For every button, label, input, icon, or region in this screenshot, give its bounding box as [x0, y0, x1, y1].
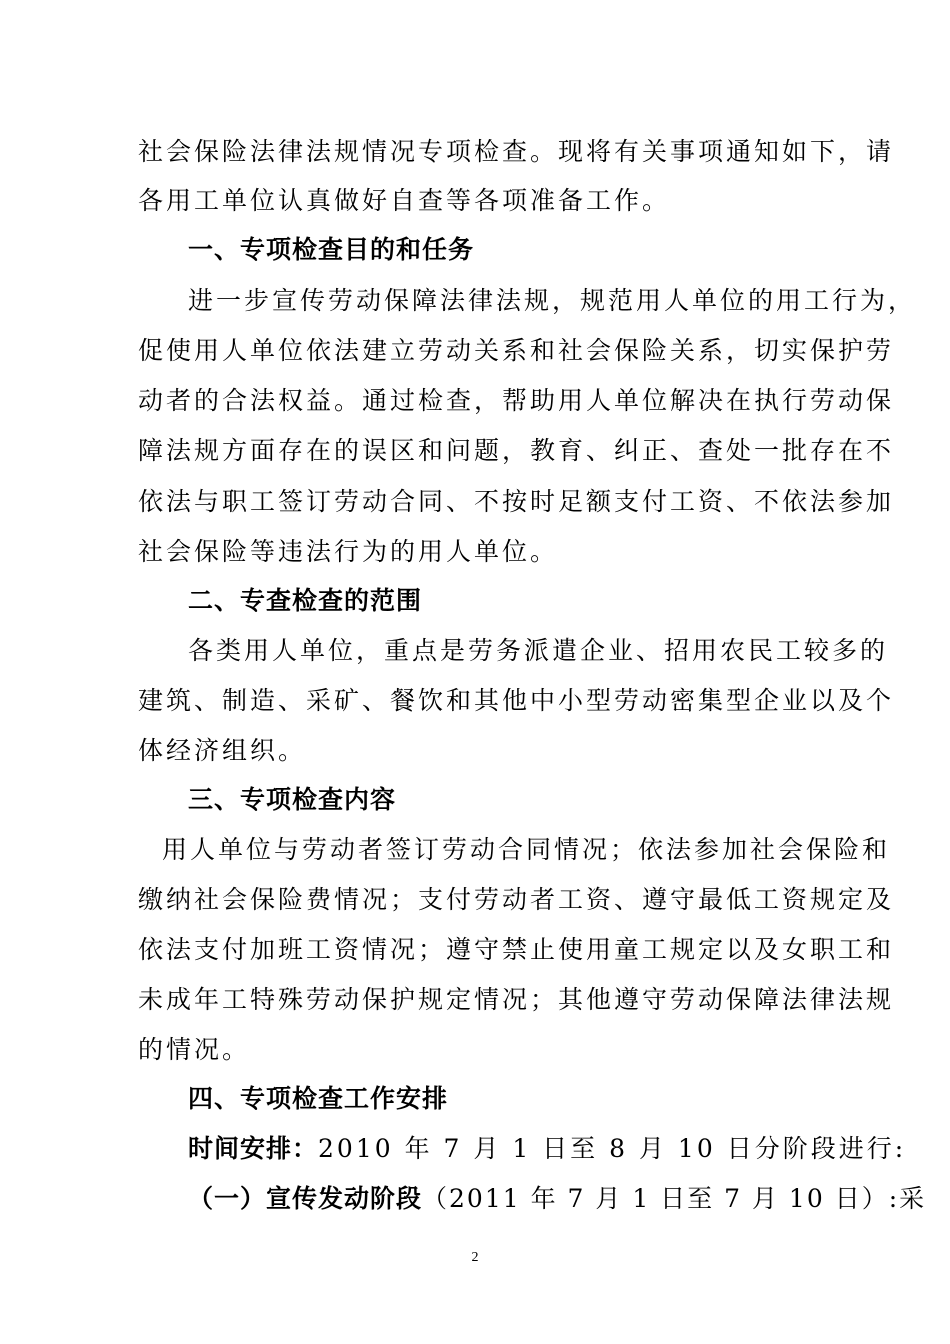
body-line: 体经济组织。: [138, 736, 307, 765]
schedule-label: 时间安排：: [188, 1134, 319, 1163]
phase-line: [188, 1183, 926, 1215]
schedule-line: [188, 1133, 906, 1165]
page-number: 2: [471, 1250, 479, 1265]
section-heading-1: 一、专项检查目的和任务: [188, 235, 475, 264]
body-line: 动者的合法权益。通过检查，帮助用人单位解决在执行劳动保: [138, 386, 895, 415]
body-line: 缴纳社会保险费情况；支付劳动者工资、遵守最低工资规定及: [138, 885, 895, 914]
body-line: 促使用人单位依法建立劳动关系和社会保险关系，切实保护劳: [138, 336, 895, 365]
body-line: 各类用人单位，重点是劳务派遣企业、招用农民工较多的: [188, 636, 889, 665]
body-line: 用人单位与劳动者签订劳动合同情况；依法参加社会保险和: [162, 835, 891, 864]
body-line: 依法与职工签订劳动合同、不按时足额支付工资、不依法参加: [138, 487, 895, 516]
body-line: 社会保险法律法规情况专项检查。现将有关事项通知如下，请: [138, 137, 895, 166]
section-heading-4: 四、专项检查工作安排: [188, 1084, 449, 1113]
body-line: 建筑、制造、采矿、餐饮和其他中小型劳动密集型企业以及个: [138, 686, 895, 715]
body-line: 进一步宣传劳动保障法律法规，规范用人单位的用工行为，: [188, 286, 917, 315]
body-line: 未成年工特殊劳动保护规定情况；其他遵守劳动保障法律法规: [138, 985, 895, 1014]
body-line: 依法支付加班工资情况；遵守禁止使用童工规定以及女职工和: [138, 935, 895, 964]
section-heading-3: 三、专项检查内容: [188, 785, 397, 814]
body-line: 障法规方面存在的误区和问题，教育、纠正、查处一批存在不: [138, 436, 895, 465]
schedule-text: 2010 年 7 月 1 日至 8 月 10 日分阶段进行:: [318, 1134, 907, 1163]
section-heading-2: 二、专查检查的范围: [188, 586, 423, 615]
phase-label: （一）宣传发动阶段: [188, 1184, 423, 1213]
phase-text: （2011 年 7 月 1 日至 7 月 10 日）:采: [422, 1184, 927, 1213]
body-line: 社会保险等违法行为的用人单位。: [138, 537, 559, 566]
body-line: 各用工单位认真做好自查等各项准备工作。: [138, 186, 671, 215]
body-line: 的情况。: [138, 1035, 251, 1064]
